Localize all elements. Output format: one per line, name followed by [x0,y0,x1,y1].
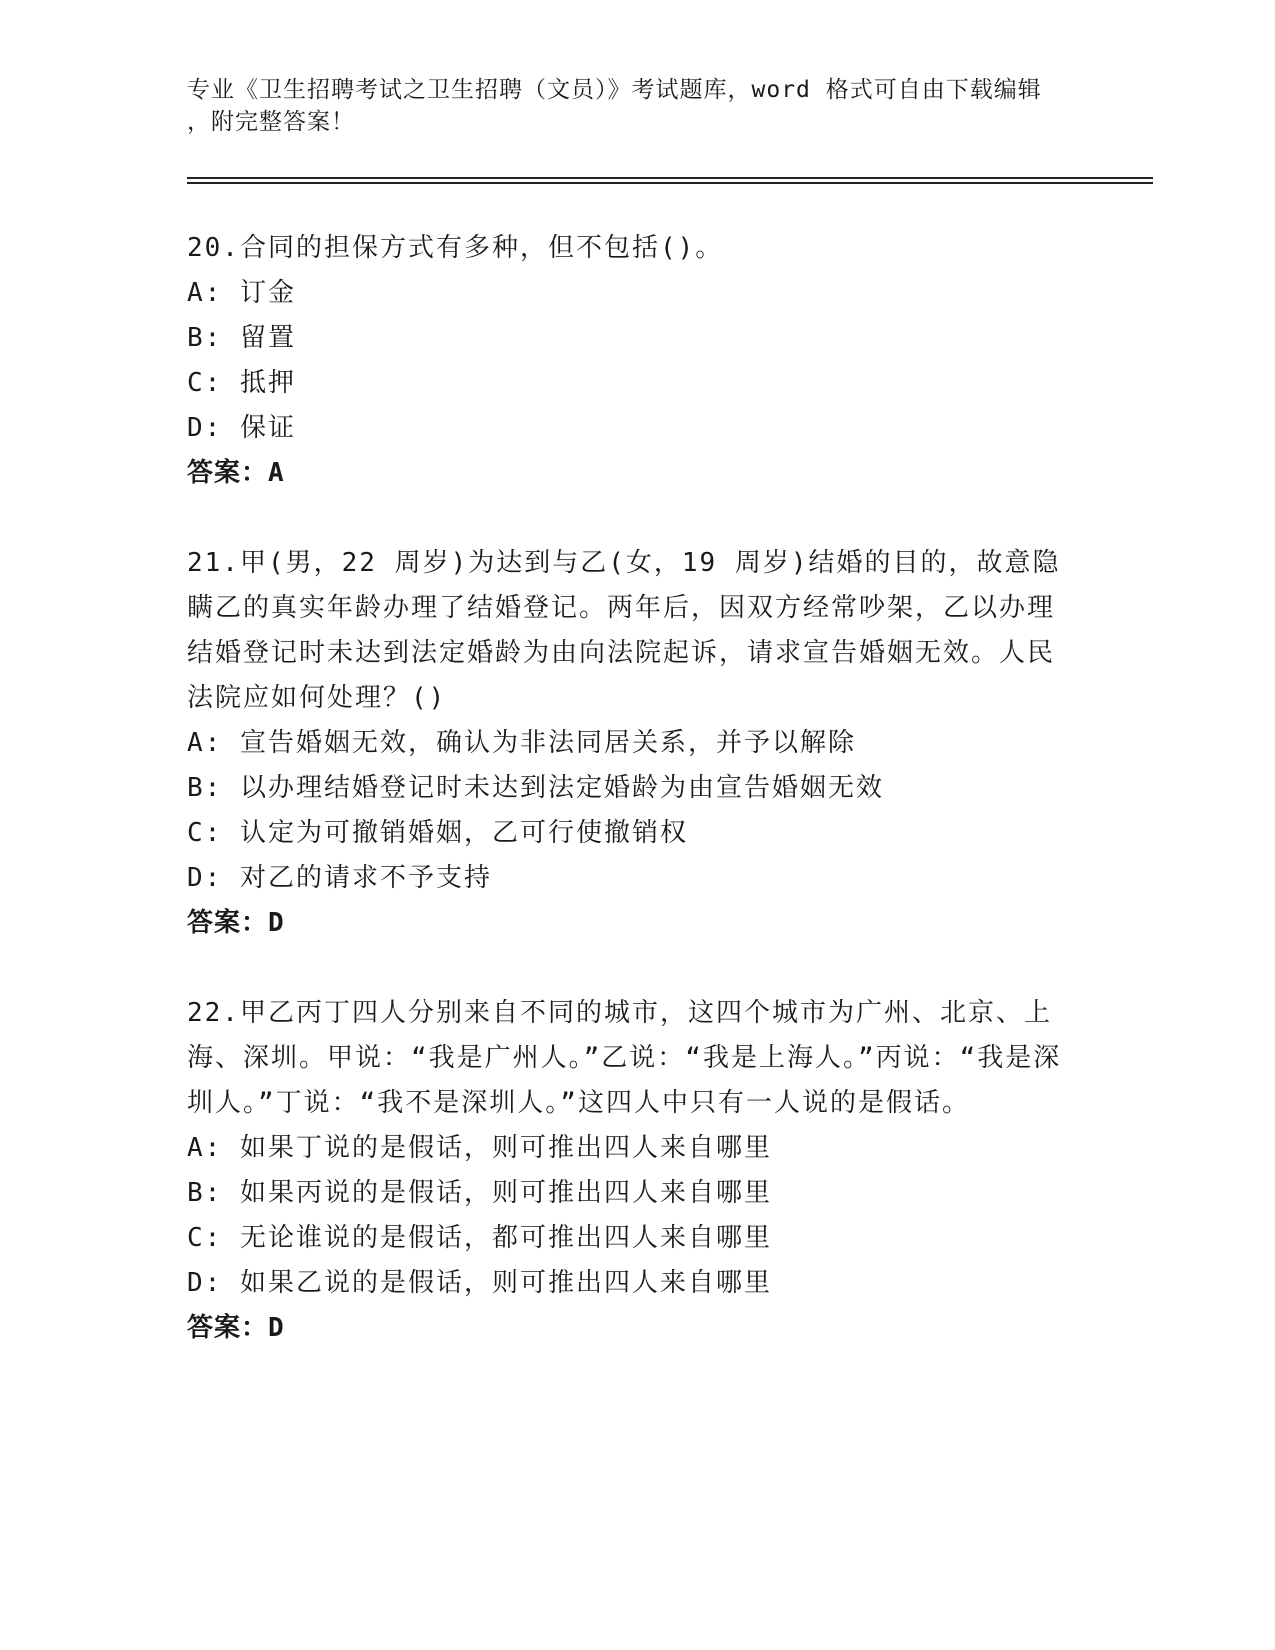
header-divider-top [187,177,1153,179]
answer-value: D [268,1313,285,1343]
question-stem: 22.甲乙丙丁四人分别来自不同的城市，这四个城市为广州、北京、上海、深圳。甲说：“我是广州人。”乙说：“我是上海人。”丙说：“我是深圳人。”丁说：“我不是深圳人。”这四人中只有一人说的是假话。 [187,998,1062,1118]
option-a: A: 订金 [187,278,296,308]
option-d: D: 保证 [187,413,296,443]
header-divider-bottom [187,182,1153,184]
option-c: C: 认定为可撤销婚姻，乙可行使撤销权 [187,818,688,848]
option-a: A: 如果丁说的是假话，则可推出四人来自哪里 [187,1133,772,1163]
answer-value: A [268,458,285,488]
question-stem: 21.甲(男，22 周岁)为达到与乙(女，19 周岁)结婚的目的，故意隐瞒乙的真实年龄办理了结婚登记。两年后，因双方经常吵架，乙以办理结婚登记时未达到法定婚龄为由向法院起诉，请求宣告婚姻无效。人民法院应如何处理？() [187,548,1061,713]
answer-label: 答案： [187,908,269,938]
answer-value: D [268,908,285,938]
question-21 [187,541,1077,946]
option-b: B: 以办理结婚登记时未达到法定婚龄为由宣告婚姻无效 [187,773,884,803]
header-line-1: 专业《卫生招聘考试之卫生招聘（文员）》考试题库，word 格式可自由下载编辑 [187,77,1042,103]
option-d: D: 对乙的请求不予支持 [187,863,492,893]
answer-label: 答案： [187,1313,269,1343]
question-22 [187,991,1077,1351]
option-b: B: 如果丙说的是假话，则可推出四人来自哪里 [187,1178,772,1208]
document-header [187,74,1067,138]
question-20 [187,226,1077,496]
answer-line [187,901,1077,946]
option-b: B: 留置 [187,323,296,353]
option-c: C: 无论谁说的是假话，都可推出四人来自哪里 [187,1223,772,1253]
header-line-2: ，附完整答案！ [187,109,355,135]
option-c: C: 抵押 [187,368,296,398]
option-d: D: 如果乙说的是假话，则可推出四人来自哪里 [187,1268,772,1298]
answer-label: 答案： [187,458,269,488]
option-a: A: 宣告婚姻无效，确认为非法同居关系，并予以解除 [187,728,856,758]
answer-line [187,1306,1077,1351]
answer-line [187,451,1077,496]
question-stem: 20.合同的担保方式有多种，但不包括()。 [187,233,724,263]
